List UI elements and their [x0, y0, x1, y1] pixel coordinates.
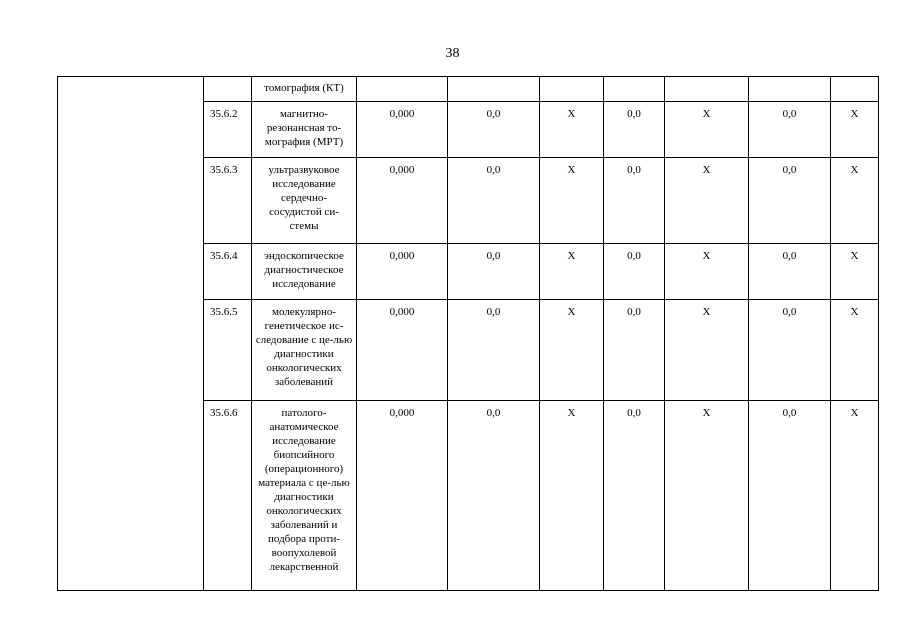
value-cell: 0,0: [749, 244, 831, 300]
name-cell: магнитно-резонансная то-мография (МРТ): [252, 102, 357, 158]
value-cell: X: [540, 300, 604, 401]
name-cell: томография (КТ): [252, 77, 357, 102]
code-cell: 35.6.5: [204, 300, 252, 401]
data-table: [57, 76, 879, 591]
value-cell: 0,0: [448, 102, 540, 158]
code-cell: 35.6.2: [204, 102, 252, 158]
value-cell: 0,0: [749, 102, 831, 158]
name-cell: молекулярно-генетическое ис-следование с це-лью диагностики онкологических заболеваний: [252, 300, 357, 401]
value-cell: 0,0: [749, 300, 831, 401]
name-cell: ультразвуковое исследование сердечно-сосудистой си-стемы: [252, 158, 357, 244]
value-cell: X: [540, 401, 604, 591]
value-cell: X: [831, 244, 879, 300]
table-row-continuation: [58, 77, 879, 102]
code-cell: 35.6.4: [204, 244, 252, 300]
value-cell: X: [831, 158, 879, 244]
value-cell: 0,0: [749, 158, 831, 244]
value-cell: 0,0: [749, 401, 831, 591]
value-cell: X: [665, 158, 749, 244]
value-cell: X: [831, 102, 879, 158]
value-cell: X: [831, 401, 879, 591]
merged-left-cell: [58, 77, 204, 591]
value-cell: X: [540, 102, 604, 158]
value-cell: 0,0: [604, 244, 665, 300]
name-cell: патолого-анатомическое исследование биопсийного (операционного) материала с це-лью диагностики онкологических заболеваний и подбора проти-воопухолевой лекарственной: [252, 401, 357, 591]
value-cell: 0,0: [604, 158, 665, 244]
code-cell: [204, 77, 252, 102]
value-cell: 0,000: [357, 244, 448, 300]
value-cell: X: [665, 102, 749, 158]
value-cell: 0,0: [604, 401, 665, 591]
page-number: 38: [445, 46, 460, 61]
table-body: [58, 77, 879, 591]
value-cell: X: [665, 401, 749, 591]
value-cell: 0,0: [448, 401, 540, 591]
value-cell: X: [540, 158, 604, 244]
code-cell: 35.6.6: [204, 401, 252, 591]
value-cell: 0,0: [604, 102, 665, 158]
code-cell: 35.6.3: [204, 158, 252, 244]
name-cell: эндоскопическое диагностическое исследование: [252, 244, 357, 300]
value-cell: X: [665, 300, 749, 401]
value-cell: 0,0: [604, 300, 665, 401]
value-cell: 0,000: [357, 401, 448, 591]
value-cell: 0,0: [448, 300, 540, 401]
value-cell: 0,0: [448, 158, 540, 244]
value-cell: X: [665, 244, 749, 300]
value-cell: X: [540, 244, 604, 300]
value-cell: 0,0: [448, 244, 540, 300]
value-cell: X: [831, 300, 879, 401]
value-cell: 0,000: [357, 102, 448, 158]
value-cell: 0,000: [357, 158, 448, 244]
value-cell: 0,000: [357, 300, 448, 401]
